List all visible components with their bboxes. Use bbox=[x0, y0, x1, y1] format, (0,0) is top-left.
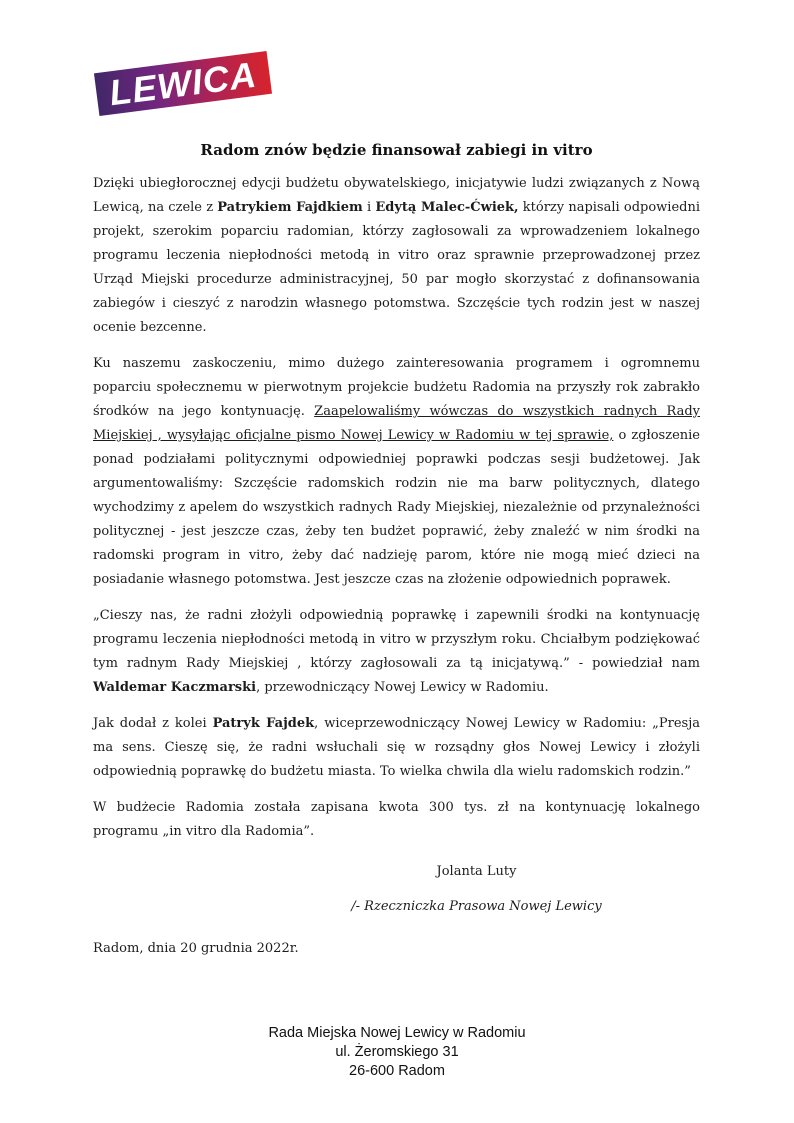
lewica-logo-banner bbox=[94, 51, 272, 116]
text-run: którzy napisali odpowiedni projekt, szerokim poparciu radomian, którzy zagłosowali za wprowadzeniem lokalnego programu leczenia niepłodności metodą in vitro oraz sprawnie przeprowadzonej przez Urząd Miejski procedurze administracyjnej, 50 par mogło skorzystać z dofinansowania zabiegów i cieszyć z narodzin własnego potomstwa. Szczęście tych rodzin jest w naszej ocenie bezcenne. bbox=[93, 200, 700, 335]
paragraph bbox=[93, 352, 700, 592]
paragraph bbox=[93, 604, 700, 700]
paragraph bbox=[93, 172, 700, 340]
page-footer bbox=[0, 1024, 794, 1081]
bold-text: Patrykiem Fajdkiem bbox=[217, 200, 363, 215]
text-run: , przewodniczący Nowej Lewicy w Radomiu. bbox=[256, 680, 549, 695]
underlined-text: Zaapelowaliśmy wówczas do wszystkich radnych Rady Miejskiej , wysyłając oficjalne pismo Nowej Lewicy w Radomiu w tej sprawie, bbox=[93, 404, 701, 443]
signature-name: Jolanta Luty bbox=[436, 864, 517, 879]
text-run: o zgłoszenie ponad podziałami politycznymi odpowiedniej poprawki podczas sesji budżetowej. Jak argumentowaliśmy: Szczęście radomskich rodzin nie ma barw politycznych, dlatego wychodzimy z apelem do wszystkich radnych Rady Miejskiej, niezależnie od przynależności politycznej - jest jeszcze czas, żeby ten budżet poprawić, żeby znaleźć w nim środki na radomski program in vitro, żeby dać nadzieję parom, które nie mogą mieć dzieci na posiadanie własnego potomstwa. Jest jeszcze czas na złożenie odpowiednich poprawek. bbox=[93, 428, 700, 587]
signature-role: /- Rzeczniczka Prasowa Nowej Lewicy bbox=[351, 899, 602, 914]
lewica-logo bbox=[90, 46, 290, 126]
footer-organization: Rada Miejska Nowej Lewicy w Radomiu bbox=[268, 1025, 526, 1041]
bold-text: Edytą Malec-Ćwiek, bbox=[375, 200, 519, 215]
document-body bbox=[93, 172, 700, 961]
page-title: Radom znów będzie finansował zabiegi in vitro bbox=[200, 141, 593, 159]
footer-postal-city: 26-600 Radom bbox=[349, 1063, 445, 1079]
text-run: i bbox=[362, 200, 376, 215]
bold-text: Waldemar Kaczmarski bbox=[93, 680, 257, 695]
bold-text: Patryk Fajdek bbox=[212, 716, 315, 731]
paragraph bbox=[93, 712, 700, 784]
text-run: W budżecie Radomia została zapisana kwota 300 tys. zł na kontynuację lokalnego programu „in vitro dla Radomia”. bbox=[93, 800, 700, 839]
text-run: Dzięki ubiegłorocznej edycji budżetu obywatelskiego, inicjatywie ludzi związanych z Nową Lewicą, na czele z bbox=[93, 176, 700, 215]
paragraph bbox=[93, 796, 700, 844]
paragraphs-container bbox=[93, 172, 700, 844]
text-run: , wiceprzewodniczący Nowej Lewicy w Radomiu: „Presja ma sens. Cieszę się, że radni wsłuchali się w rozsądny głos Nowej Lewicy i złożyli odpowiednią poprawkę do budżetu miasta. To wielka chwila dla wielu radomskich rodzin.” bbox=[93, 716, 701, 779]
footer-street: ul. Żeromskiego 31 bbox=[335, 1044, 459, 1060]
dateline: Radom, dnia 20 grudnia 2022r. bbox=[93, 941, 299, 956]
text-run: Jak dodał z kolei bbox=[93, 716, 213, 731]
lewica-logo-text: LEWICA bbox=[106, 53, 259, 113]
text-run: „Cieszy nas, że radni złożyli odpowiednią poprawkę i zapewnili środki na kontynuację programu leczenia niepłodności metodą in vitro w przyszłym roku. Chciałbym podziękować tym radnym Rady Miejskiej , którzy zagłosowali za tą inicjatywą.” - powiedział nam bbox=[93, 608, 700, 671]
text-run: Ku naszemu zaskoczeniu, mimo dużego zainteresowania programem i ogromnemu poparciu społecznemu w pierwotnym projekcie budżetu Radomia na przyszły rok zabrakło środków na jego kontynuację. bbox=[93, 356, 700, 419]
